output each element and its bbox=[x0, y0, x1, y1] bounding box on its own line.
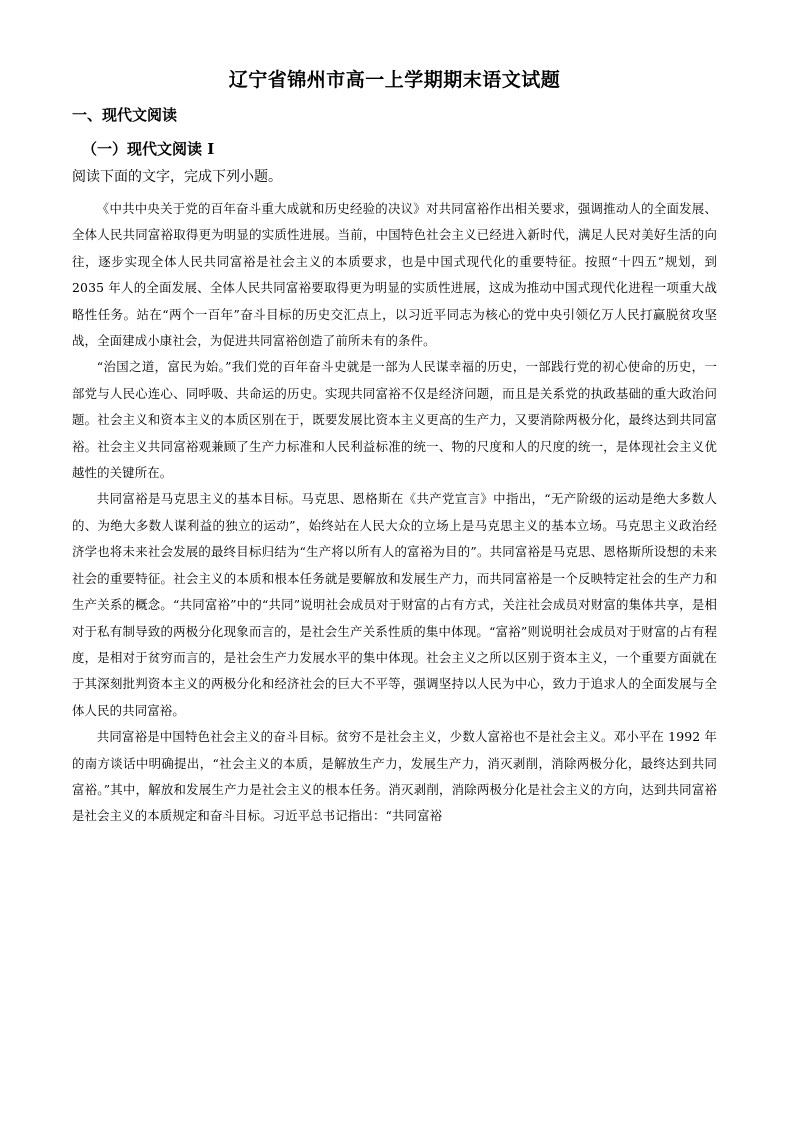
reading-instruction: 阅读下面的文字，完成下列小题。 bbox=[72, 169, 282, 185]
paragraph-3: 共同富裕是马克思主义的基本目标。马克思、恩格斯在《共产党宣言》中指出，“无产阶级的运动是绝大多数人的、为绝大多数人谋利益的独立的运动”，始终站在人民大众的立场上是马克思主义的基本立场。马克思主义政治经济学也将未来社会发展的最终目标归结为“生产将以所有人的富裕为目的”。共同富裕是马克思、恩格斯所设想的未来社会的重要特征。社会主义的本质和根本任务就是要解放和发展生产力，而共同富裕是一个反映特定社会的生产力和生产关系的概念。“共同富裕”中的“共同”说明社会成员对于财富的占有方式，关注社会成员对财富的集体共享，是相对于私有制导致的两极分化现象而言的，是社会生产关系性质的集中体现。“富裕”则说明社会成员对于财富的占有程度，是相对于贫穷而言的，是社会生产力发展水平的集中体现。社会主义之所以区别于资本主义，一个重要方面就在于其深刻批判资本主义的两极分化和经济社会的巨大不平等，强调坚持以人民为中心，致力于追求人的全面发展与全体人民的共同富裕。 bbox=[72, 491, 717, 718]
document-page bbox=[72, 66, 717, 830]
subsection-heading: （一）现代文阅读 I bbox=[82, 140, 215, 158]
document-title: 辽宁省锦州市高一上学期期末语文试题 bbox=[228, 69, 561, 91]
paragraph-2: “治国之道，富民为始。”我们党的百年奋斗史就是一部为人民谋幸福的历史，一部践行党的初心使命的历史，一部党与人民心连心、同呼吸、共命运的历史。实现共同富裕不仅是经济问题，而且是关系党的执政基础的重大政治问题。社会主义和资本主义的本质区别在于，既要发展比资本主义更高的生产力，又要消除两极分化，最终达到共同富裕。社会主义共同富裕观兼顾了生产力标准和人民利益标准的统一、物的尺度和人的尺度的统一，是体现社会主义优越性的关键所在。 bbox=[72, 359, 717, 481]
paragraph-1: 《中共中央关于党的百年奋斗重大成就和历史经验的决议》对共同富裕作出相关要求，强调推动人的全面发展、全体人民共同富裕取得更为明显的实质性进展。当前，中国特色社会主义已经进入新时代，满足人民对美好生活的向往，逐步实现全体人民共同富裕是社会主义的本质要求，也是中国式现代化的重要特征。按照“十四五”规划，到 2035 年人的全面发展、全体人民共同富裕要取得更为明显的实质性进展，这成为推动中国式现代化进程一项重大战略性任务。站在“两个一百年”奋斗目标的历史交汇点上，以习近平同志为核心的党中央引领亿万人民打赢脱贫攻坚战，全面建成小康社会，为促进共同富裕创造了前所未有的条件。 bbox=[72, 201, 717, 349]
section-heading: 一、现代文阅读 bbox=[72, 106, 178, 124]
paragraph-4: 共同富裕是中国特色社会主义的奋斗目标。贫穷不是社会主义，少数人富裕也不是社会主义。邓小平在 1992 年的南方谈话中明确提出，“社会主义的本质，是解放生产力，发展生产力，消灭剥削，消除两极分化，最终达到共同富裕。”其中，解放和发展生产力是社会主义的根本任务。消灭剥削，消除两极分化是社会主义的方向，达到共同富裕是社会主义的本质规定和奋斗目标。习近平总书记指出：“共同富裕 bbox=[72, 729, 717, 824]
